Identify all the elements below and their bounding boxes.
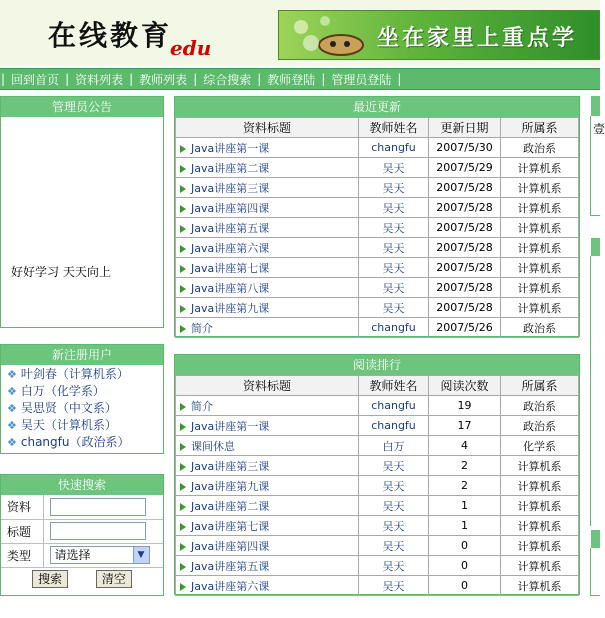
material-title-cell[interactable] — [176, 258, 359, 278]
right-panel-title-bar — [591, 96, 600, 116]
column-header: 阅读次数 — [429, 376, 501, 396]
teacher-name-cell[interactable]: 吴天 — [359, 298, 429, 318]
user-name: 白万（化学系） — [20, 384, 105, 398]
material-title-link[interactable]: Java讲座第六课 — [191, 579, 270, 593]
read-count-cell: 19 — [429, 396, 501, 416]
material-title-cell[interactable] — [176, 456, 359, 476]
table-header-row — [176, 118, 579, 138]
arrow-right-icon — [180, 583, 186, 591]
reading-ranking-table — [175, 375, 579, 596]
material-title-cell[interactable] — [176, 476, 359, 496]
department-cell: 计算机系 — [501, 198, 579, 218]
right-panel-edge — [590, 116, 605, 216]
nav-item-teachers[interactable]: 教师列表 — [139, 72, 188, 87]
teacher-name-cell[interactable]: 吴天 — [359, 158, 429, 178]
material-title-cell[interactable] — [176, 416, 359, 436]
list-item[interactable] — [7, 366, 163, 383]
recent-updates-table — [175, 117, 579, 338]
table-row — [176, 278, 579, 298]
teacher-name-cell[interactable]: changfu — [359, 396, 429, 416]
table-row — [176, 536, 579, 556]
site-logo-text: 在线教育 — [48, 19, 173, 52]
search-buttons — [1, 568, 163, 590]
list-item[interactable] — [7, 417, 163, 434]
admin-notice-title: 管理员公告 — [1, 97, 163, 117]
read-count-cell: 0 — [429, 556, 501, 576]
department-cell: 计算机系 — [501, 238, 579, 258]
column-header: 所属系 — [501, 376, 579, 396]
table-row — [176, 556, 579, 576]
table-row — [176, 416, 579, 436]
diamond-bullet-icon: ❖ — [7, 385, 17, 398]
reading-ranking-title: 阅读排行 — [175, 355, 579, 375]
material-title-cell[interactable] — [176, 536, 359, 556]
department-cell: 计算机系 — [501, 536, 579, 556]
arrow-right-icon — [180, 443, 186, 451]
material-title-link[interactable]: Java讲座第四课 — [191, 539, 270, 553]
nav-separator: | — [321, 72, 326, 86]
diamond-bullet-icon: ❖ — [7, 368, 17, 381]
read-count-cell: 2 — [429, 456, 501, 476]
read-count-cell: 2 — [429, 476, 501, 496]
new-users-title: 新注册用户 — [1, 345, 163, 365]
teacher-name-cell[interactable]: 吴天 — [359, 456, 429, 476]
material-title-cell[interactable] — [176, 158, 359, 178]
column-header: 教师姓名 — [359, 118, 429, 138]
material-title-cell[interactable] — [176, 278, 359, 298]
material-input[interactable] — [50, 498, 146, 516]
material-title-cell[interactable] — [176, 496, 359, 516]
material-title-link[interactable]: Java讲座第二课 — [191, 499, 270, 513]
material-title-link[interactable]: Java讲座第八课 — [191, 281, 270, 295]
material-title-link[interactable]: 课间休息 — [191, 439, 235, 453]
update-date-cell: 2007/5/28 — [429, 198, 501, 218]
arrow-right-icon — [180, 145, 186, 153]
column-header: 所属系 — [501, 118, 579, 138]
arrow-right-icon — [180, 523, 186, 531]
table-row — [176, 516, 579, 536]
arrow-right-icon — [180, 403, 186, 411]
diamond-bullet-icon: ❖ — [7, 402, 17, 415]
material-title-link[interactable]: Java讲座第四课 — [191, 201, 270, 215]
teacher-name-cell[interactable]: 吴天 — [359, 516, 429, 536]
table-row — [176, 318, 579, 338]
table-row — [176, 396, 579, 416]
nav-separator: | — [1, 72, 6, 86]
material-title-link[interactable]: Java讲座第九课 — [191, 301, 270, 315]
teacher-name-cell[interactable]: 白万 — [359, 436, 429, 456]
site-logo-suffix: edu — [170, 36, 212, 60]
teacher-name-cell[interactable]: 吴天 — [359, 278, 429, 298]
update-date-cell: 2007/5/28 — [429, 178, 501, 198]
teacher-name-cell[interactable]: 吴天 — [359, 496, 429, 516]
teacher-name-cell[interactable]: 吴天 — [359, 576, 429, 596]
department-cell: 政治系 — [501, 138, 579, 158]
column-header: 更新日期 — [429, 118, 501, 138]
department-cell: 计算机系 — [501, 258, 579, 278]
department-cell: 政治系 — [501, 318, 579, 338]
quick-search-form — [1, 495, 163, 568]
quick-search-title: 快速搜索 — [1, 475, 163, 495]
department-cell: 计算机系 — [501, 456, 579, 476]
material-title-cell[interactable] — [176, 198, 359, 218]
table-row — [176, 456, 579, 476]
table-row — [176, 198, 579, 218]
teacher-name-cell[interactable]: changfu — [359, 318, 429, 338]
table-row — [176, 298, 579, 318]
title-input[interactable] — [50, 522, 146, 540]
nav-separator: | — [129, 72, 134, 86]
recent-updates-panel — [174, 96, 580, 337]
material-title-link[interactable]: Java讲座第五课 — [191, 559, 270, 573]
read-count-cell: 0 — [429, 536, 501, 556]
table-row — [176, 496, 579, 516]
department-cell: 计算机系 — [501, 576, 579, 596]
read-count-cell: 0 — [429, 576, 501, 596]
update-date-cell: 2007/5/28 — [429, 218, 501, 238]
read-count-cell: 4 — [429, 436, 501, 456]
banner-slogan: 坐在家里上重点学 — [377, 26, 578, 51]
update-date-cell: 2007/5/28 — [429, 258, 501, 278]
main-nav — [0, 68, 600, 90]
new-users-list — [1, 365, 163, 451]
right-panel-title-bar — [591, 238, 600, 256]
table-row — [176, 576, 579, 596]
right-panel-glyph: 壹 — [593, 122, 605, 136]
table-row — [176, 258, 579, 278]
right-panel-title-bar — [591, 530, 600, 548]
arrow-right-icon — [180, 165, 186, 173]
user-name: 吴天（计算机系） — [20, 418, 117, 432]
table-row — [176, 218, 579, 238]
recent-updates-title: 最近更新 — [175, 97, 579, 117]
material-title-link[interactable]: Java讲座第二课 — [191, 161, 270, 175]
department-cell: 计算机系 — [501, 556, 579, 576]
department-cell: 计算机系 — [501, 298, 579, 318]
material-title-cell[interactable] — [176, 178, 359, 198]
update-date-cell: 2007/5/28 — [429, 298, 501, 318]
clear-button[interactable]: 清空 — [96, 570, 132, 588]
teacher-name-cell[interactable]: changfu — [359, 138, 429, 158]
right-panel-edge — [590, 256, 600, 526]
material-title-link[interactable]: Java讲座第七课 — [191, 519, 270, 533]
nav-item-home[interactable]: 回到首页 — [11, 72, 60, 87]
arrow-right-icon — [180, 483, 186, 491]
material-title-link[interactable]: Java讲座第三课 — [191, 459, 270, 473]
read-count-cell: 1 — [429, 516, 501, 536]
department-cell: 计算机系 — [501, 476, 579, 496]
admin-notice-text: 好好学习 天天向上 — [11, 265, 111, 279]
table-header-row — [176, 376, 579, 396]
material-label: 资料 — [1, 495, 43, 519]
arrow-right-icon — [180, 305, 186, 313]
update-date-cell: 2007/5/29 — [429, 158, 501, 178]
type-select[interactable] — [50, 546, 150, 564]
right-panel-edge — [590, 548, 600, 596]
material-title-cell[interactable] — [176, 318, 359, 338]
department-cell: 政治系 — [501, 416, 579, 436]
column-header: 资料标题 — [176, 376, 359, 396]
arrow-right-icon — [180, 325, 186, 333]
nav-separator: | — [257, 72, 262, 86]
table-row — [176, 436, 579, 456]
department-cell: 化学系 — [501, 436, 579, 456]
user-name: 叶剑春（计算机系） — [20, 367, 129, 381]
department-cell: 计算机系 — [501, 516, 579, 536]
read-count-cell: 17 — [429, 416, 501, 436]
site-header — [0, 0, 600, 66]
material-title-link[interactable]: Java讲座第三课 — [191, 181, 270, 195]
header-banner — [278, 10, 600, 60]
material-title-link[interactable]: Java讲座第九课 — [191, 479, 270, 493]
table-row — [176, 476, 579, 496]
list-item[interactable] — [7, 400, 163, 417]
search-button[interactable]: 搜索 — [32, 570, 68, 588]
teacher-name-cell[interactable]: 吴天 — [359, 536, 429, 556]
banner-mascot-icon — [283, 13, 373, 59]
material-title-cell[interactable] — [176, 556, 359, 576]
update-date-cell: 2007/5/28 — [429, 278, 501, 298]
material-title-link[interactable]: Java讲座第七课 — [191, 261, 270, 275]
material-title-link[interactable]: Java讲座第一课 — [191, 419, 270, 433]
table-row — [176, 178, 579, 198]
arrow-right-icon — [180, 563, 186, 571]
teacher-name-cell[interactable]: changfu — [359, 416, 429, 436]
teacher-name-cell[interactable]: 吴天 — [359, 556, 429, 576]
nav-item-admin-login[interactable]: 管理员登陆 — [331, 72, 392, 87]
department-cell: 计算机系 — [501, 158, 579, 178]
reading-ranking-panel — [174, 354, 580, 595]
teacher-name-cell[interactable]: 吴天 — [359, 218, 429, 238]
new-users-panel — [0, 344, 164, 454]
type-select-value: 请选择 — [54, 548, 91, 562]
material-title-cell[interactable] — [176, 576, 359, 596]
material-title-link[interactable]: Java讲座第六课 — [191, 241, 270, 255]
table-row — [176, 238, 579, 258]
list-item[interactable] — [7, 434, 163, 451]
material-title-link[interactable]: 简介 — [191, 399, 213, 413]
update-date-cell: 2007/5/30 — [429, 138, 501, 158]
teacher-name-cell[interactable]: 吴天 — [359, 258, 429, 278]
department-cell: 计算机系 — [501, 278, 579, 298]
quick-search-panel — [0, 474, 164, 596]
read-count-cell: 1 — [429, 496, 501, 516]
department-cell: 计算机系 — [501, 178, 579, 198]
teacher-name-cell[interactable]: 吴天 — [359, 238, 429, 258]
arrow-right-icon — [180, 285, 186, 293]
diamond-bullet-icon: ❖ — [7, 436, 17, 449]
arrow-right-icon — [180, 543, 186, 551]
teacher-name-cell[interactable]: 吴天 — [359, 178, 429, 198]
title-label: 标题 — [1, 519, 43, 543]
nav-separator: | — [193, 72, 198, 86]
material-title-cell[interactable] — [176, 138, 359, 158]
update-date-cell: 2007/5/26 — [429, 318, 501, 338]
department-cell: 计算机系 — [501, 218, 579, 238]
update-date-cell: 2007/5/28 — [429, 238, 501, 258]
material-title-link[interactable]: 简介 — [191, 321, 213, 335]
arrow-right-icon — [180, 185, 186, 193]
arrow-right-icon — [180, 503, 186, 511]
type-label: 类型 — [1, 543, 43, 567]
arrow-right-icon — [180, 245, 186, 253]
user-name: 吴思贤（中文系） — [20, 401, 117, 415]
nav-item-search[interactable]: 综合搜索 — [203, 72, 252, 87]
arrow-right-icon — [180, 225, 186, 233]
material-title-link[interactable]: Java讲座第一课 — [191, 141, 270, 155]
department-cell: 政治系 — [501, 396, 579, 416]
material-title-cell[interactable] — [176, 436, 359, 456]
material-title-link[interactable]: Java讲座第五课 — [191, 221, 270, 235]
arrow-right-icon — [180, 463, 186, 471]
material-title-cell[interactable] — [176, 238, 359, 258]
chevron-down-icon[interactable]: ▼ — [133, 547, 149, 563]
table-row — [176, 158, 579, 178]
admin-notice-panel — [0, 96, 164, 328]
teacher-name-cell[interactable]: 吴天 — [359, 476, 429, 496]
arrow-right-icon — [180, 423, 186, 431]
nav-item-teacher-login[interactable]: 教师登陆 — [267, 72, 316, 87]
arrow-right-icon — [180, 205, 186, 213]
column-header: 资料标题 — [176, 118, 359, 138]
material-title-cell[interactable] — [176, 298, 359, 318]
column-header: 教师姓名 — [359, 376, 429, 396]
material-title-cell[interactable] — [176, 516, 359, 536]
user-name: changfu（政治系） — [20, 435, 130, 449]
material-title-cell[interactable] — [176, 396, 359, 416]
arrow-right-icon — [180, 265, 186, 273]
nav-separator: | — [397, 72, 402, 86]
nav-item-materials[interactable]: 资料列表 — [75, 72, 124, 87]
teacher-name-cell[interactable]: 吴天 — [359, 198, 429, 218]
nav-separator: | — [65, 72, 70, 86]
admin-notice-body — [1, 117, 163, 327]
list-item[interactable] — [7, 383, 163, 400]
material-title-cell[interactable] — [176, 218, 359, 238]
diamond-bullet-icon: ❖ — [7, 419, 17, 432]
table-row — [176, 138, 579, 158]
department-cell: 计算机系 — [501, 496, 579, 516]
